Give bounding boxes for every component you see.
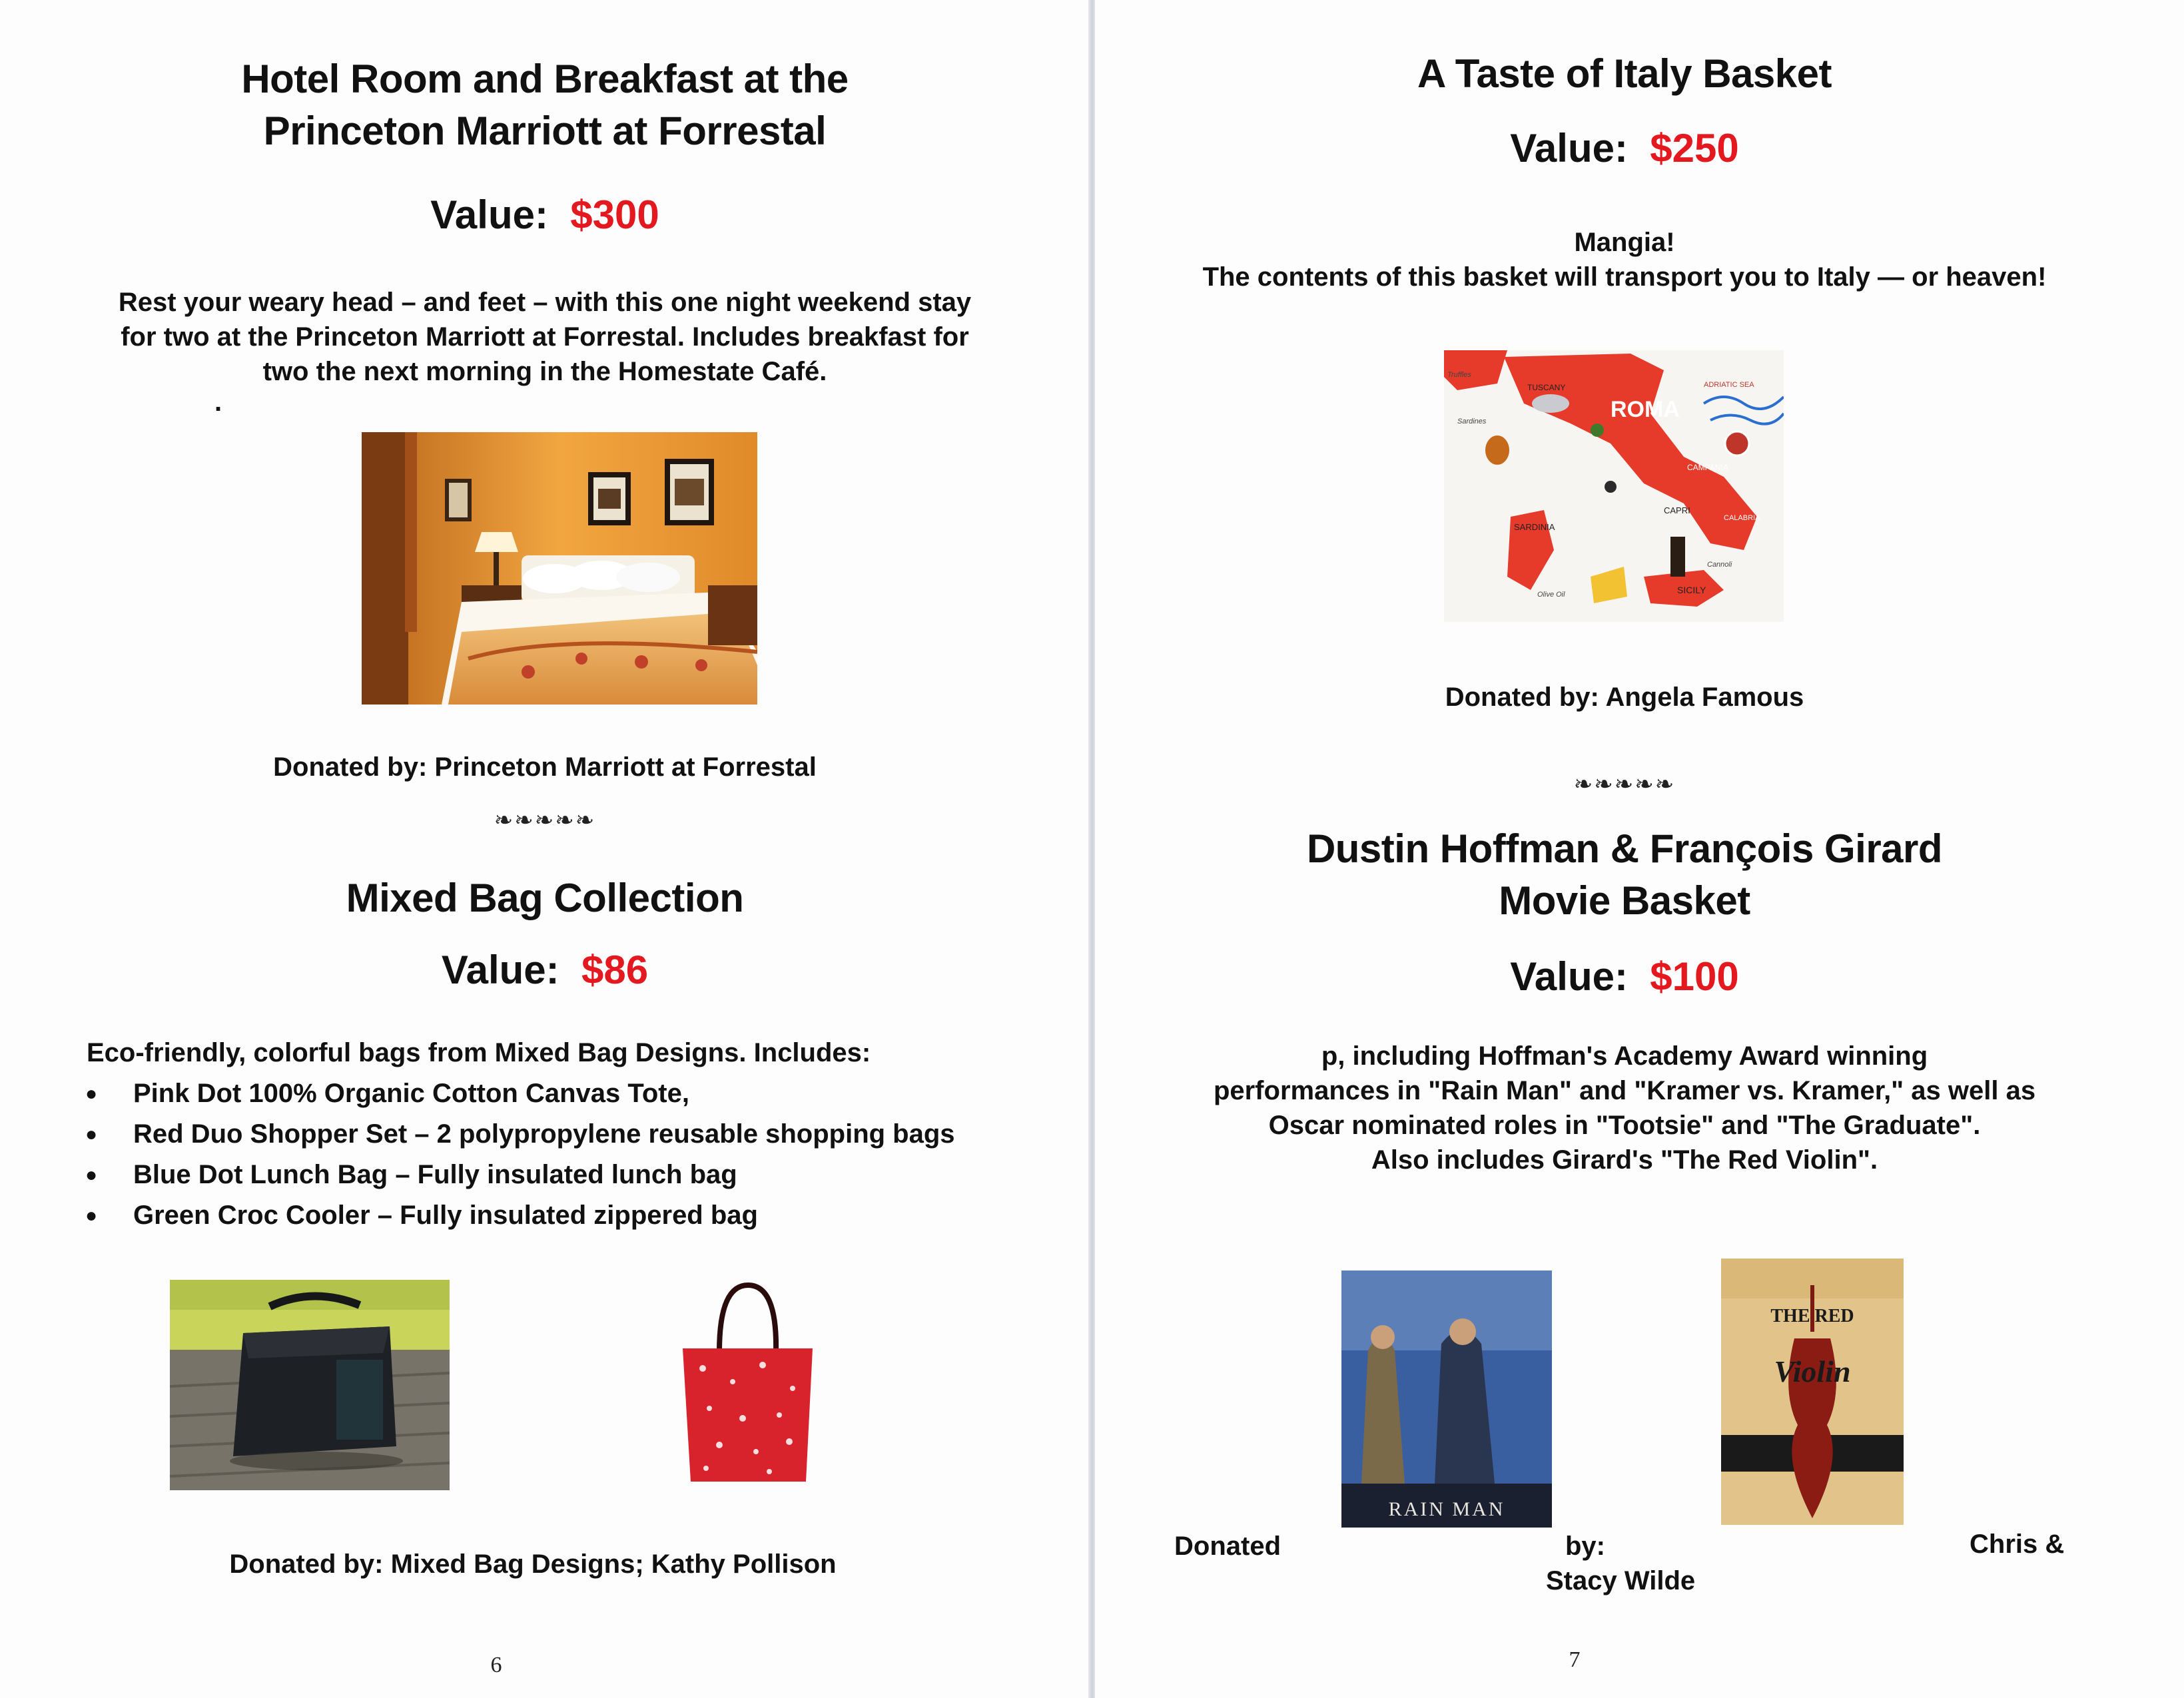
red-tote-bag-photo [669, 1282, 827, 1488]
movie-donated-chris: Chris & [1970, 1530, 2065, 1559]
poster-red-violin-title-a: THE RED [1770, 1306, 1854, 1326]
ornament-divider-right: ❧❧❧❧❧ [1573, 772, 1676, 797]
movie-donated-by: by: [1565, 1532, 1605, 1561]
map-label-capri: CAPRI [1664, 505, 1690, 515]
hotel-room-photo [362, 432, 757, 705]
movie-description-line1: p, including Hoffman's Academy Award winning [1321, 1041, 1928, 1071]
italy-value-label: Value: [1510, 126, 1628, 170]
italy-donated: Donated by: Angela Famous [1445, 683, 1804, 712]
mixed-bag-value-amount: $86 [581, 948, 649, 992]
poster-red-violin-title-b: Violin [1774, 1354, 1851, 1388]
italy-description [1095, 225, 2154, 294]
italy-value-amount: $250 [1650, 126, 1739, 170]
hotel-title [0, 53, 1090, 157]
italy-line2: The contents of this basket will transport you to Italy — or heaven! [1202, 262, 2047, 292]
hotel-value-label: Value: [430, 192, 548, 237]
cooler-bag-photo [170, 1280, 450, 1490]
stray-mark: . [214, 388, 222, 417]
list-item: ● Red Duo Shopper Set – 2 polypropylene reusable shopping bags [85, 1114, 1051, 1155]
poster-rain-man-title: RAIN MAN [1388, 1498, 1505, 1520]
page-number-right: 7 [1569, 1647, 1581, 1672]
map-label-tuscany: TUSCANY [1527, 383, 1566, 392]
hotel-description-line3: two the next morning in the Homestate Café. [262, 357, 827, 386]
map-label-calabria: CALABRIA [1724, 514, 1760, 522]
map-label-adriatic: ADRIATIC SEA [1704, 381, 1754, 389]
movie-value-amount: $100 [1650, 954, 1739, 999]
movie-title-line2: Movie Basket [1499, 878, 1750, 923]
movie-value [1095, 954, 2154, 999]
mixed-bag-donated: Donated by: Mixed Bag Designs; Kathy Pollison [229, 1550, 837, 1579]
left-page [0, 0, 1090, 1698]
map-label-cannoli: Cannoli [1707, 561, 1732, 569]
movie-title [1095, 823, 2154, 927]
hotel-title-line2: Princeton Marriott at Forrestal [263, 109, 827, 153]
hotel-donated: Donated by: Princeton Marriott at Forrestal [273, 752, 817, 782]
italy-line1: Mangia! [1574, 228, 1675, 257]
movie-description-line3: Oscar nominated roles in "Tootsie" and "The Graduate". [1268, 1111, 1981, 1140]
map-label-sardinia: SARDINIA [1514, 522, 1555, 532]
mixed-bag-list [85, 1073, 1051, 1236]
mixed-bag-value [0, 947, 1090, 993]
hotel-description [0, 285, 1090, 389]
map-label-sicily: SICILY [1677, 585, 1706, 595]
movie-donated-name: Stacy Wilde [1546, 1566, 1696, 1595]
movie-value-label: Value: [1510, 954, 1628, 999]
movie-donated-word: Donated [1174, 1532, 1281, 1561]
map-label-campania: CAMPANIA [1687, 463, 1728, 472]
hotel-description-line2: for two at the Princeton Marriott at Forrestal. Includes breakfast for [121, 322, 969, 352]
movie-description-line4: Also includes Girard's "The Red Violin". [1371, 1145, 1878, 1175]
italy-title: A Taste of Italy Basket [1417, 51, 1832, 96]
page-number-left: 6 [490, 1653, 502, 1677]
rain-man-poster [1341, 1271, 1552, 1528]
red-violin-poster [1721, 1259, 1904, 1525]
map-label-olive-oil: Olive Oil [1537, 591, 1565, 599]
map-label-sardines: Sardines [1457, 418, 1487, 425]
movie-description [1095, 1039, 2154, 1177]
italy-map-illustration [1444, 350, 1784, 622]
hotel-description-line1: Rest your weary head – and feet – with this one night weekend stay [118, 288, 972, 317]
italy-value [1095, 125, 2154, 171]
map-label-roma: ROMA [1611, 397, 1680, 422]
hotel-value-amount: $300 [570, 192, 659, 237]
movie-description-line2: performances in "Rain Man" and "Kramer vs. Kramer," as well as [1213, 1076, 2036, 1105]
list-item: ● Blue Dot Lunch Bag – Fully insulated lunch bag [85, 1155, 1051, 1195]
mixed-bag-title: Mixed Bag Collection [346, 876, 744, 920]
mixed-bag-intro: Eco-friendly, colorful bags from Mixed Bag Designs. Includes: [87, 1038, 871, 1067]
list-item: ● Pink Dot 100% Organic Cotton Canvas Tote, [85, 1073, 1051, 1114]
ornament-divider-left: ❧❧❧❧❧ [494, 808, 596, 833]
hotel-title-line1: Hotel Room and Breakfast at the [241, 57, 849, 101]
list-item: ● Green Croc Cooler – Fully insulated zippered bag [85, 1195, 1051, 1236]
map-label-truffles: Truffles [1447, 371, 1471, 379]
movie-title-line1: Dustin Hoffman & François Girard [1306, 826, 1943, 871]
hotel-value [0, 192, 1090, 238]
right-page [1095, 0, 2184, 1698]
mixed-bag-value-label: Value: [441, 948, 559, 992]
